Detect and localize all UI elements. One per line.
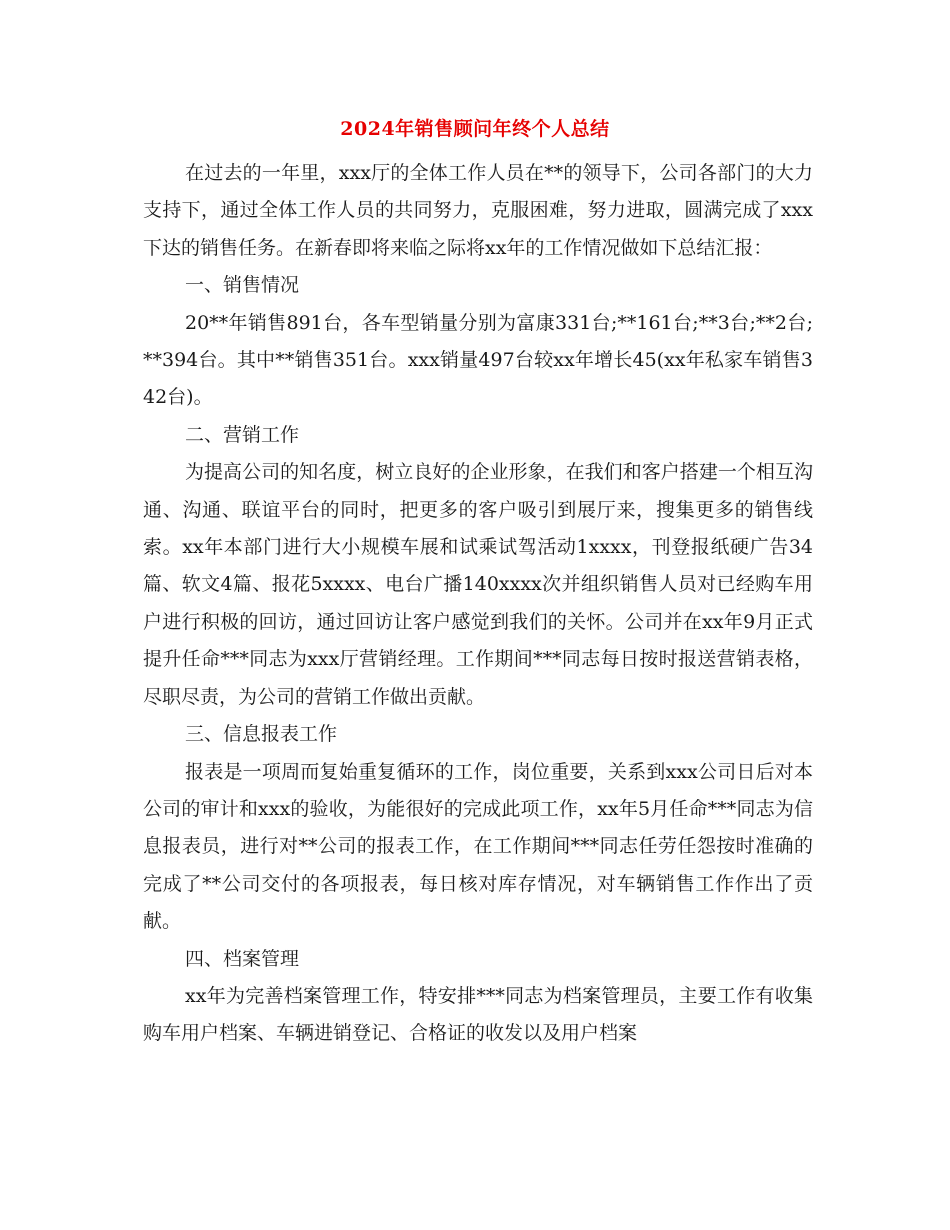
section-heading-reports: 三、信息报表工作 [185,723,338,746]
document-title: 2024年销售顾问年终个人总结 [340,118,610,140]
section-heading-sales: 一、销售情况 [185,274,300,297]
paragraph-reports: 报表是一项周而复始重复循环的工作，岗位重要，关系到xxx公司日后对本公司的审计和xxx的验收，为能很好的完成此项工作，xx年5月任命***同志为信息报表员，进行对**公司的报表工作，在工作期间***同志任劳任怨按时准确的完成了**公司交付的各项报表，每日核对库存情况，对车辆销售工作作出了贡献。 [143,760,813,933]
document-body [143,155,813,1053]
paragraph-intro: 在过去的一年里，xxx厅的全体工作人员在**的领导下，公司各部门的大力支持下，通过全体工作人员的共同努力，克服困难，努力进取，圆满完成了xxx下达的销售任务。在新春即将来临之际将xx年的工作情况做如下总结汇报： [143,162,813,259]
section-heading-marketing: 二、营销工作 [185,423,300,446]
section-heading-archives: 四、档案管理 [185,947,300,970]
paragraph-archives: xx年为完善档案管理工作，特安排***同志为档案管理员，主要工作有收集购车用户档案、车辆进销登记、合格证的收发以及用户档案 [143,984,813,1045]
paragraph-marketing: 为提高公司的知名度，树立良好的企业形象，在我们和客户搭建一个相互沟通、沟通、联谊平台的同时，把更多的客户吸引到展厅来，搜集更多的销售线索。xx年本部门进行大小规模车展和试乘试驾活动1xxxx，刊登报纸硬广告34篇、软文4篇、报花5xxxx、电台广播140xxxx次并组织销售人员对已经购车用户进行积极的回访，通过回访让客户感觉到我们的关怀。公司并在xx年9月正式提升任命***同志为xxx厅营销经理。工作期间***同志每日按时报送营销表格，尽职尽责，为公司的营销工作做出贡献。 [143,461,813,708]
paragraph-sales: 20**年销售891台，各车型销量分别为富康331台;**161台;**3台;**2台;**394台。其中**销售351台。xxx销量497台较xx年增长45(xx年私家车销售342台)。 [143,311,813,409]
